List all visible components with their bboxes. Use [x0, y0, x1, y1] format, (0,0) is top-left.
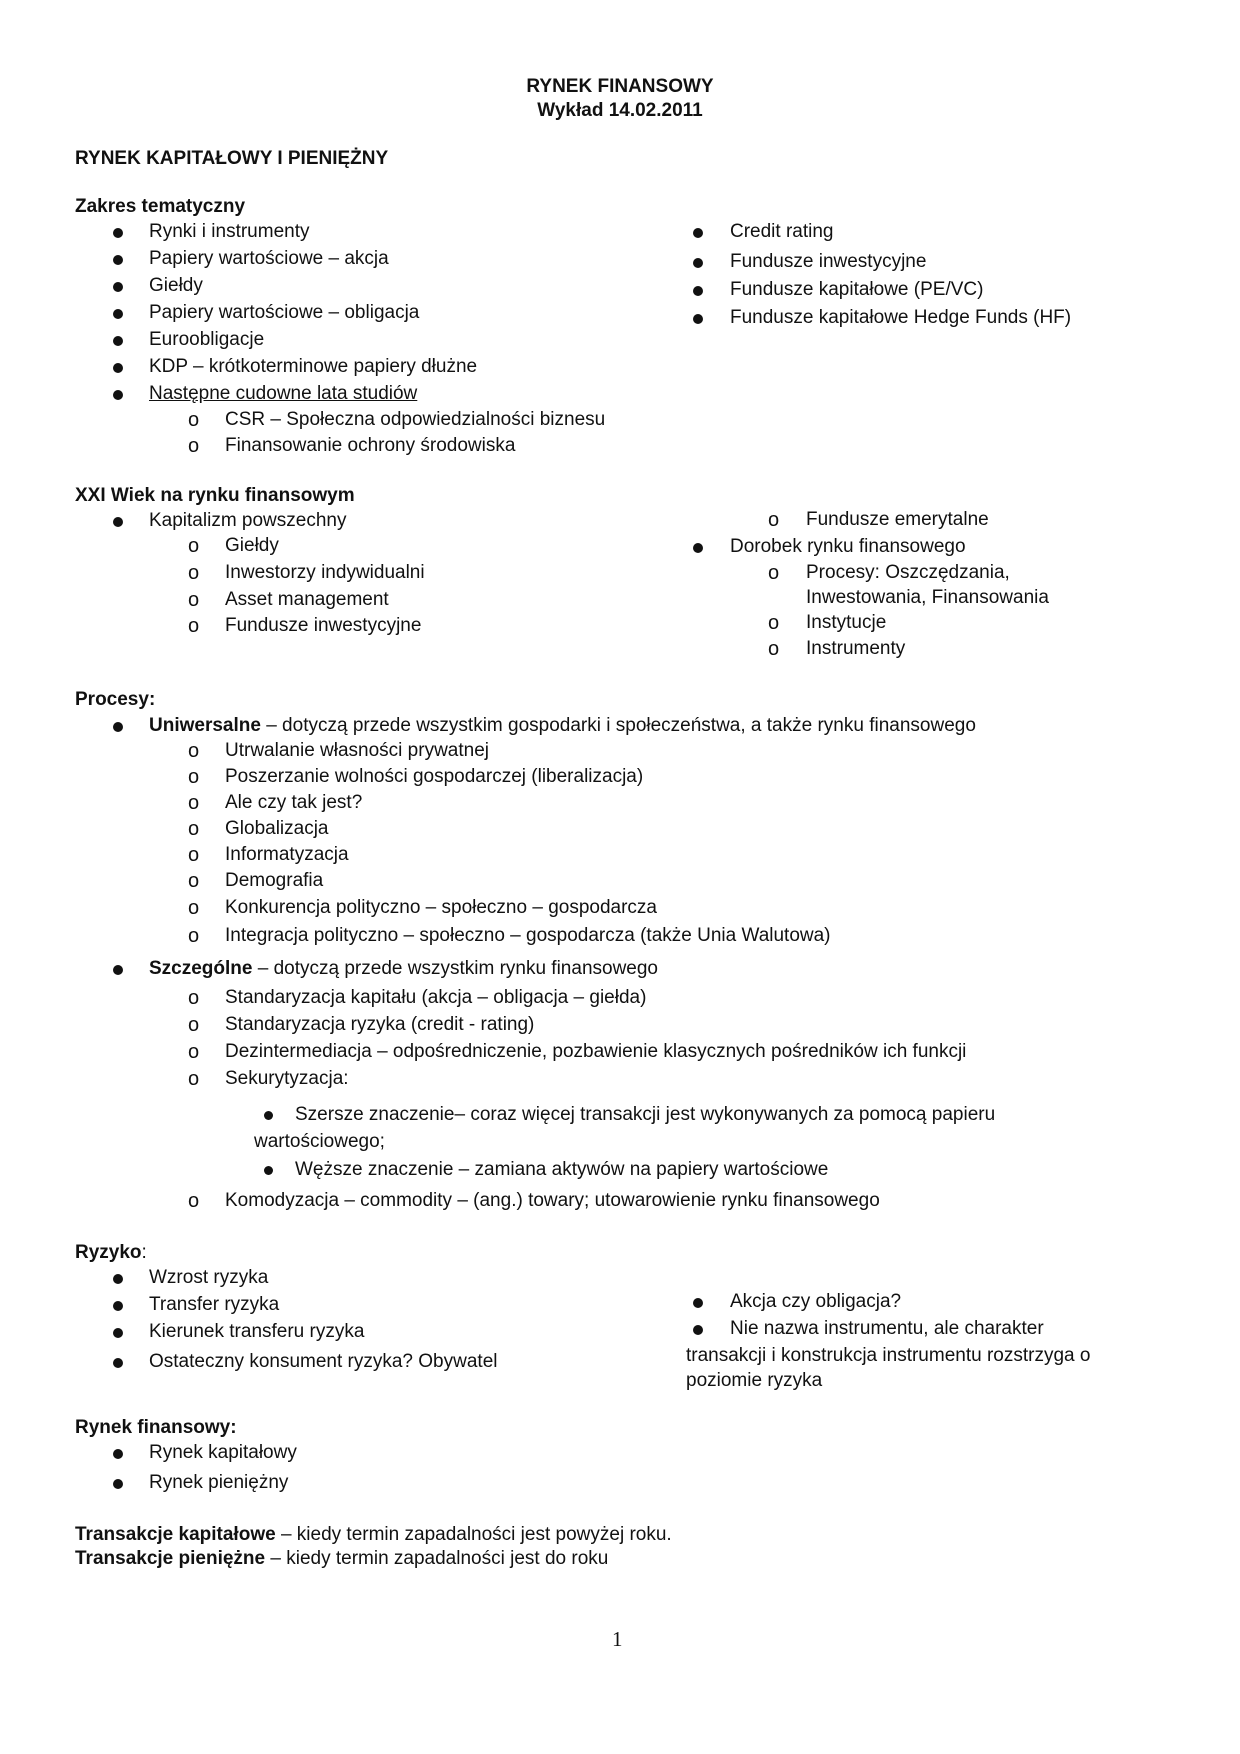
sub-list-item: Instrumenty [806, 638, 906, 659]
circle-bullet-icon: o [768, 638, 780, 660]
list-item: Fundusze inwestycyjne [730, 251, 927, 272]
sub-list-item: Poszerzanie wolności gospodarczej (liberalizacja) [225, 766, 644, 787]
list-item: Papiery wartościowe – akcja [149, 248, 389, 269]
bullet-icon [113, 1301, 123, 1311]
sub-list-item: Demografia [225, 870, 324, 891]
sub-list-item: Ale czy tak jest? [225, 792, 363, 813]
bullet-icon [113, 1449, 123, 1459]
bullet-icon [113, 228, 123, 238]
ryzyko-heading: Ryzyko: [75, 1242, 147, 1263]
circle-bullet-icon: o [188, 870, 200, 892]
sub-sub-list-item: Węższe znaczenie – zamiana aktywów na papiery wartościowe [295, 1159, 829, 1180]
sub-sub-list-item-cont: wartościowego; [254, 1131, 385, 1152]
bullet-icon [264, 1111, 273, 1120]
list-item: Ostateczny konsument ryzyka? Obywatel [149, 1351, 498, 1372]
list-item: Kapitalizm powszechny [149, 510, 347, 531]
sub-list-item: Fundusze emerytalne [806, 509, 989, 530]
list-item: Kierunek transferu ryzyka [149, 1321, 365, 1342]
bullet-icon [693, 1298, 703, 1308]
list-item: Rynek pieniężny [149, 1472, 289, 1493]
sub-list-item: Giełdy [225, 535, 279, 556]
circle-bullet-icon: o [188, 435, 200, 457]
sub-list-item: Informatyzacja [225, 844, 349, 865]
list-item: Rynki i instrumenty [149, 221, 310, 242]
document-title: RYNEK FINANSOWY [526, 76, 714, 97]
list-item: Rynek kapitałowy [149, 1442, 297, 1463]
procesy-heading: Procesy: [75, 689, 156, 710]
page-number: 1 [612, 1627, 623, 1651]
sub-list-item: Procesy: Oszczędzania, [806, 562, 1010, 583]
procesy-szczegolne [149, 958, 658, 980]
sub-list-item: Finansowanie ochrony środowiska [225, 435, 516, 456]
bullet-icon [113, 390, 123, 400]
bullet-icon [693, 543, 703, 553]
sub-list-item: Integracja polityczno – społeczno – gospodarcza (także Unia Walutowa) [225, 925, 831, 946]
sub-list-item: CSR – Społeczna odpowiedzialności biznesu [225, 409, 606, 430]
circle-bullet-icon: o [188, 1068, 200, 1090]
bullet-icon [113, 1479, 123, 1489]
sub-list-item: Globalizacja [225, 818, 329, 839]
list-item: Transfer ryzyka [149, 1294, 280, 1315]
bullet-icon [693, 286, 703, 296]
sub-list-item: Asset management [225, 589, 389, 610]
sub-list-item: Fundusze inwestycyjne [225, 615, 422, 636]
sub-list-item: Inwestorzy indywidualni [225, 562, 425, 583]
circle-bullet-icon: o [188, 766, 200, 788]
zakres-heading: Zakres tematyczny [75, 196, 246, 217]
sub-list-item: Komodyzacja – commodity – (ang.) towary; utowarowienie rynku finansowego [225, 1190, 880, 1211]
document-subtitle: Wykład 14.02.2011 [537, 100, 703, 121]
list-item: Papiery wartościowe – obligacja [149, 302, 420, 323]
circle-bullet-icon: o [188, 409, 200, 431]
circle-bullet-icon: o [768, 509, 780, 531]
bullet-icon [113, 282, 123, 292]
bullet-icon [693, 314, 703, 324]
circle-bullet-icon: o [188, 987, 200, 1009]
circle-bullet-icon: o [188, 615, 200, 637]
sub-sub-list-item: Szersze znaczenie– coraz więcej transakcji jest wykonywanych za pomocą papieru [295, 1104, 996, 1125]
bullet-icon [693, 258, 703, 268]
sub-list-item: Instytucje [806, 612, 887, 633]
circle-bullet-icon: o [188, 740, 200, 762]
bullet-icon [113, 965, 123, 975]
bullet-icon [113, 517, 123, 527]
sub-list-item: Utrwalanie własności prywatnej [225, 740, 489, 761]
szczegolne-label: Szczególne [149, 958, 253, 979]
bullet-icon [693, 228, 703, 238]
circle-bullet-icon: o [188, 1041, 200, 1063]
list-item: Fundusze kapitałowe (PE/VC) [730, 279, 984, 300]
list-item: KDP – krótkoterminowe papiery dłużne [149, 356, 478, 377]
circle-bullet-icon: o [188, 897, 200, 919]
circle-bullet-icon: o [188, 1190, 200, 1212]
circle-bullet-icon: o [188, 1014, 200, 1036]
section-main-title: RYNEK KAPITAŁOWY I PIENIĘŻNY [75, 148, 389, 169]
sub-list-item: Standaryzacja kapitału (akcja – obligacja – giełda) [225, 987, 647, 1008]
bullet-icon [113, 336, 123, 346]
list-item: Credit rating [730, 221, 834, 242]
sub-list-item: Konkurencja polityczno – społeczno – gospodarcza [225, 897, 657, 918]
list-item: Nie nazwa instrumentu, ale charakter [730, 1318, 1044, 1339]
bullet-icon [113, 363, 123, 373]
circle-bullet-icon: o [188, 562, 200, 584]
bullet-icon [113, 1358, 123, 1368]
list-item: Fundusze kapitałowe Hedge Funds (HF) [730, 307, 1072, 328]
bullet-icon [113, 1274, 123, 1284]
bullet-icon [113, 309, 123, 319]
list-item: Wzrost ryzyka [149, 1267, 269, 1288]
bullet-icon [113, 722, 123, 732]
list-item: Akcja czy obligacja? [730, 1291, 902, 1312]
circle-bullet-icon: o [188, 925, 200, 947]
szczegolne-text: – dotyczą przede wszystkim rynku finansowego [252, 958, 658, 979]
circle-bullet-icon: o [188, 589, 200, 611]
circle-bullet-icon: o [768, 612, 780, 634]
bullet-icon [113, 255, 123, 265]
list-item-cont: transakcji i konstrukcja instrumentu rozstrzyga o [686, 1345, 1091, 1366]
uniwersalne-text: – dotyczą przede wszystkim gospodarki i społeczeństwa, a także rynku finansowego [260, 715, 976, 736]
rynek-heading: Rynek finansowy: [75, 1417, 237, 1438]
list-item: Euroobligacje [149, 329, 265, 350]
procesy-uniwersalne [149, 715, 976, 737]
bullet-icon [264, 1166, 273, 1175]
transakcje-pieniezne: Transakcje pieniężne – kiedy termin zapadalności jest do roku [75, 1548, 609, 1569]
list-item: Giełdy [149, 275, 203, 296]
sub-list-item: Standaryzacja ryzyka (credit - rating) [225, 1014, 535, 1035]
transakcje-kapitalowe: Transakcje kapitałowe – kiedy termin zapadalności jest powyżej roku. [75, 1524, 672, 1545]
uniwersalne-label: Uniwersalne [149, 715, 261, 736]
sub-list-item-cont: Inwestowania, Finansowania [806, 587, 1049, 608]
wiek-heading: XXI Wiek na rynku finansowym [75, 485, 355, 506]
circle-bullet-icon: o [768, 562, 780, 584]
circle-bullet-icon: o [188, 792, 200, 814]
list-item-link: Następne cudowne lata studiów [149, 383, 418, 404]
list-item-cont: poziomie ryzyka [686, 1370, 823, 1391]
sub-list-item: Dezintermediacja – odpośredniczenie, pozbawienie klasycznych pośredników ich funkcji [225, 1041, 967, 1062]
list-item: Dorobek rynku finansowego [730, 536, 966, 557]
circle-bullet-icon: o [188, 844, 200, 866]
bullet-icon [113, 1328, 123, 1338]
bullet-icon [693, 1325, 703, 1335]
circle-bullet-icon: o [188, 818, 200, 840]
circle-bullet-icon: o [188, 535, 200, 557]
sub-list-item: Sekurytyzacja: [225, 1068, 349, 1089]
